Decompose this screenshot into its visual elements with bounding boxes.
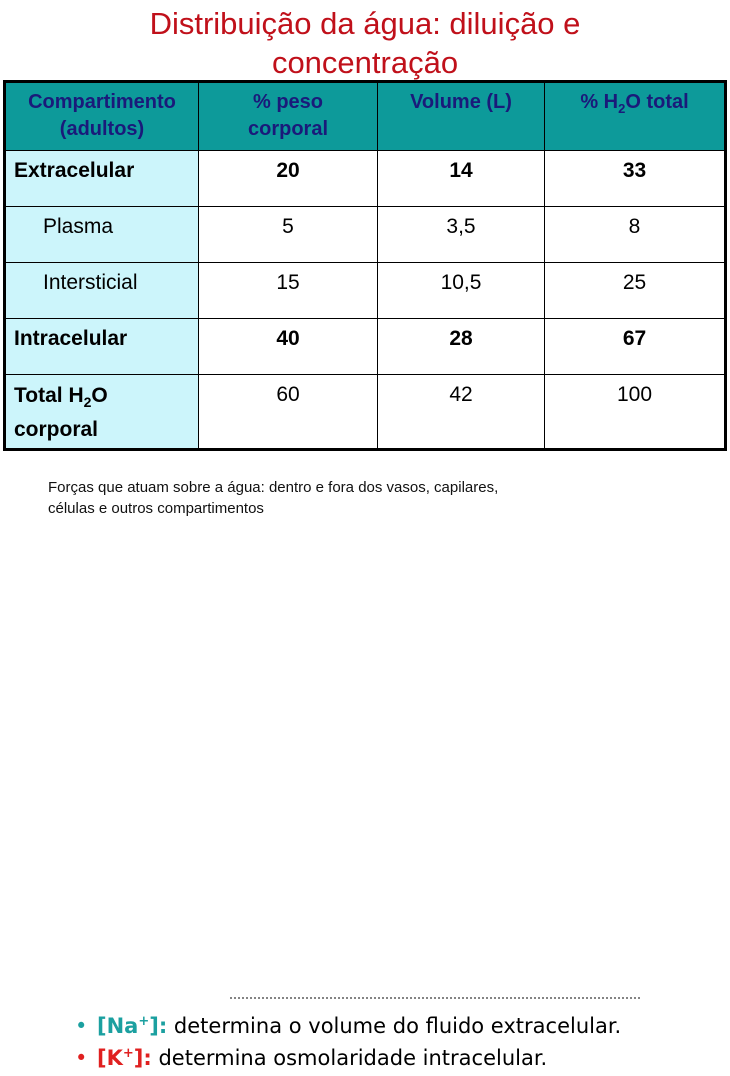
cell-h2o: 25 <box>545 263 726 319</box>
cell-h2o: 33 <box>545 151 726 207</box>
table-row-total <box>5 375 726 450</box>
header-h2o-total: % $H_2O$ total <box>545 82 726 151</box>
cell-h2o: 67 <box>545 319 726 375</box>
cell-peso: 15 <box>199 263 378 319</box>
table-row-extracelular <box>5 151 726 207</box>
title-line-1: Distribuição da água: diluição e <box>149 6 581 41</box>
row-label: Total $H_2O$ corporal <box>5 375 199 450</box>
cell-peso: 5 <box>199 207 378 263</box>
cell-h2o: 8 <box>545 207 726 263</box>
row-label: Plasma <box>5 207 199 263</box>
bullet-text: determina o volume do fluido extracelular. <box>167 1014 622 1038</box>
ion-label-potassium: [K+]: <box>97 1046 152 1070</box>
cell-volume: 3,5 <box>378 207 545 263</box>
header-compartimento: Compartimento (adultos) <box>5 82 199 151</box>
table-header-row <box>5 82 726 151</box>
row-label: Extracelular <box>5 151 199 207</box>
table-row-plasma <box>5 207 726 263</box>
header-peso-corporal: % peso corporal <box>199 82 378 151</box>
cell-peso: 40 <box>199 319 378 375</box>
row-label: Intersticial <box>5 263 199 319</box>
cell-volume: 42 <box>378 375 545 450</box>
cell-h2o: 100 <box>545 375 726 450</box>
ion-bullet-list <box>75 1008 621 1072</box>
cropped-text-remnant <box>230 997 640 1003</box>
cell-volume: 28 <box>378 319 545 375</box>
water-distribution-table <box>3 80 727 451</box>
list-item-sodium <box>75 1008 621 1040</box>
cell-volume: 14 <box>378 151 545 207</box>
title-line-2: concentração <box>271 45 459 80</box>
bullet-dot-icon: • <box>75 1014 88 1038</box>
bullet-text: determina osmolaridade intracelular. <box>151 1046 548 1070</box>
cell-peso: 60 <box>199 375 378 450</box>
bullet-dot-icon: • <box>75 1046 88 1070</box>
table-row-intracelular <box>5 319 726 375</box>
list-item-potassium <box>75 1040 621 1072</box>
cell-peso: 20 <box>199 151 378 207</box>
table-row-intersticial <box>5 263 726 319</box>
slide-title <box>0 4 730 82</box>
row-label: Intracelular <box>5 319 199 375</box>
header-volume: Volume (L) <box>378 82 545 151</box>
ion-label-sodium: [Na+]: <box>97 1014 168 1038</box>
caption-text: Forças que atuam sobre a água: dentro e fora dos vasos, capilares, células e outros compartimentos <box>48 479 499 517</box>
cell-volume: 10,5 <box>378 263 545 319</box>
